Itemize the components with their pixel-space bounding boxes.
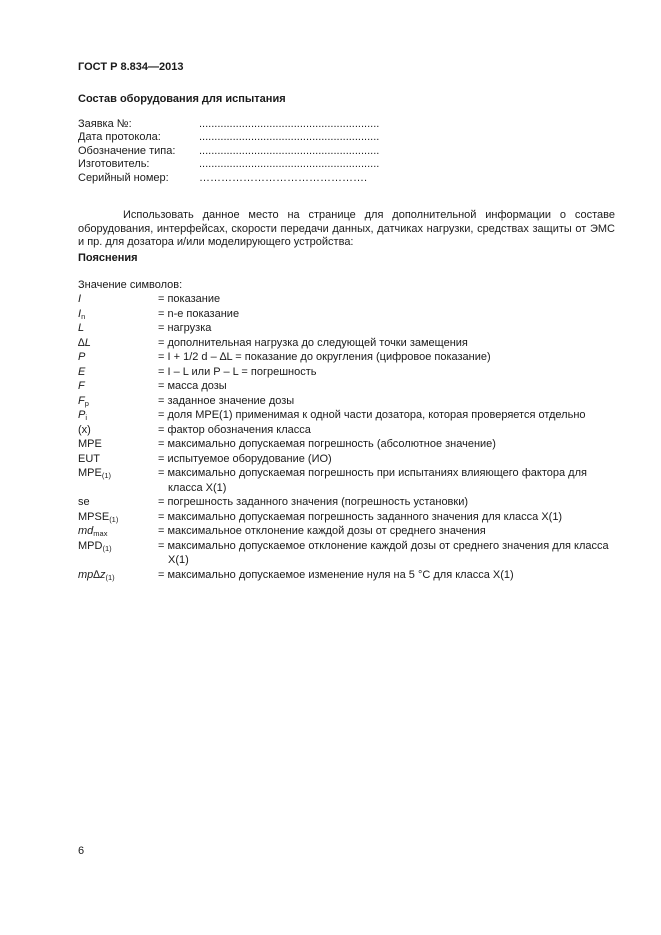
symbol: $MPE_{(1)}$ xyxy=(78,467,112,480)
field-label: Серийный номер: xyxy=(78,171,169,184)
symbol: $MPSE_{(1)}$ xyxy=(78,510,119,524)
field-blank: ........................................................... xyxy=(199,118,380,130)
field-serial-number xyxy=(78,172,379,185)
symbol-row xyxy=(78,379,615,394)
symbol-row xyxy=(78,510,615,525)
field-label: Дата протокола: xyxy=(78,131,161,144)
symbol-description: = доля MPE(1) применимая к одной части дозатора, которая проверяется отдельно xyxy=(158,409,586,421)
field-blank: ........................................................... xyxy=(199,144,380,157)
symbols-list xyxy=(78,292,615,582)
symbol: L xyxy=(78,322,85,334)
symbol-description: = фактор обозначения класса xyxy=(158,423,311,436)
symbol-row xyxy=(78,495,615,510)
symbol-description: = максимально допускаемая погрешность (абсолютное значение) xyxy=(158,438,496,450)
field-protocol-date xyxy=(78,131,379,144)
symbol: se xyxy=(78,496,90,508)
symbol-description: = максимально допускаемая погрешность при испытаниях влияющего фактора для класса X(1) xyxy=(158,467,587,494)
symbol: $mp\Delta z_{(1)}$ xyxy=(78,568,115,582)
symbol-row xyxy=(78,350,615,365)
symbol-description: = дополнительная нагрузка до следующей точки замещения xyxy=(158,336,468,349)
symbol-description: = масса дозы xyxy=(158,380,227,392)
symbol-description: = показание xyxy=(158,293,221,305)
symbol: MPE xyxy=(78,438,102,450)
symbol: I xyxy=(78,293,82,305)
symbol: $md_{max}$ xyxy=(78,525,108,538)
symbol: E xyxy=(78,365,86,378)
symbol-row xyxy=(78,423,615,438)
symbol: $P_i$ xyxy=(78,409,88,422)
field-application-number xyxy=(78,118,379,131)
standard-code: ГОСТ Р 8.834—2013 xyxy=(78,61,184,73)
symbol-row xyxy=(78,292,615,307)
symbol-description: = погрешность заданного значения (погрешность установки) xyxy=(158,496,469,508)
symbol-description: = нагрузка xyxy=(158,322,212,334)
symbol-row xyxy=(78,307,615,322)
symbol: EUT xyxy=(78,452,100,465)
page-number: 6 xyxy=(78,845,85,857)
symbol-row xyxy=(78,437,615,452)
symbol-row xyxy=(78,452,615,467)
symbol-description: = максимально допускаемое отклонение каждой дозы от среднего значения для класса X(1) xyxy=(158,539,609,566)
field-blank: ........................................................... xyxy=(199,131,380,144)
symbol-description: = I – L или P – L = погрешность xyxy=(158,365,317,378)
symbol-description: = максимально допускаемая погрешность заданного значения для класса X(1) xyxy=(158,510,563,523)
symbol-description: = n-е показание xyxy=(158,307,240,320)
explanations-title: Пояснения xyxy=(78,252,138,264)
symbol: $F_p$ xyxy=(78,394,89,408)
symbol: $I_n$ xyxy=(78,307,86,321)
additional-info-note: Использовать данное место на странице для дополнительной информации о составе оборудования, интерфейсах, скорости передачи данных, датчиках нагрузки, средствах защиты от ЭМС и пр. для дозатора и/или моделирующего устройства: xyxy=(78,209,615,248)
symbol-description: = максимальное отклонение каждой дозы от среднего значения xyxy=(158,525,486,537)
symbol-row xyxy=(78,365,615,380)
field-manufacturer xyxy=(78,158,379,171)
symbol: F xyxy=(78,380,85,392)
symbol: ∆L xyxy=(78,336,91,349)
symbol-row xyxy=(78,524,615,539)
symbol-row xyxy=(78,394,615,409)
symbols-intro: Значение символов: xyxy=(78,279,183,291)
symbol-row xyxy=(78,321,615,336)
symbol-description: = заданное значение дозы xyxy=(158,394,295,407)
symbol-row xyxy=(78,539,615,568)
field-blank: ........................................................... xyxy=(199,158,380,171)
symbol-row xyxy=(78,408,615,423)
equipment-fields xyxy=(78,118,379,185)
equipment-section-title: Состав оборудования для испытания xyxy=(78,93,286,105)
symbol: (x) xyxy=(78,423,91,436)
symbol-row xyxy=(78,336,615,351)
symbol-description: = I + 1/2 d – ∆L = показание до округления (цифровое показание) xyxy=(158,351,491,363)
field-blank: ………………………………………. xyxy=(199,171,368,184)
field-type-designation xyxy=(78,145,379,158)
symbol-row xyxy=(78,466,615,495)
field-label: Обозначение типа: xyxy=(78,144,176,157)
symbol: P xyxy=(78,351,86,363)
symbol: $MPD_{(1)}$ xyxy=(78,539,112,553)
field-label: Изготовитель: xyxy=(78,158,150,171)
symbol-description: = испытуемое оборудование (ИО) xyxy=(158,452,332,465)
symbol-row xyxy=(78,568,615,583)
field-label: Заявка №: xyxy=(78,118,132,130)
symbol-description: = максимально допускаемое изменение нуля на 5 °С для класса X(1) xyxy=(158,568,514,581)
